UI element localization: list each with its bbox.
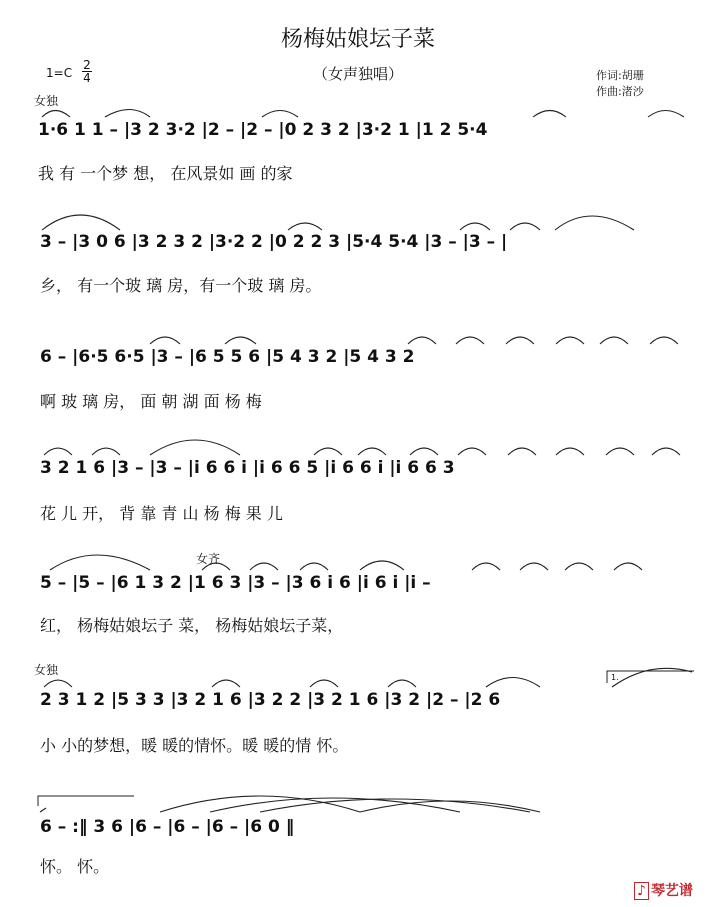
lyrics-row-6: 小 小的梦想，暖 暖的情怀。暖 暖的情 怀。 (40, 736, 349, 755)
slur (565, 563, 593, 570)
lyrics-row-3: 啊 玻 璃 房， 面 朝 湖 面 杨 梅 (40, 392, 262, 411)
slur (150, 440, 240, 455)
notation-row-4: 3 2 1 6 |3 – |3 – |i 6 6 i |i 6 6 5 |i 6 6 i |i 6 6 3 (40, 458, 455, 478)
voice-label-solo: 女独 (34, 94, 59, 108)
slur (50, 555, 150, 570)
slur (358, 448, 386, 455)
slur (486, 678, 540, 688)
slur (508, 448, 536, 455)
slur (202, 563, 230, 570)
composer-credit: 作曲:渚沙 (596, 85, 644, 98)
slur (506, 337, 534, 344)
slur (555, 216, 634, 230)
slur (40, 808, 46, 812)
slur (456, 337, 484, 344)
slur (212, 680, 240, 687)
slur (250, 563, 278, 570)
notation-row-5: 5 – |5 – |6 1 3 2 |1 6 3 |3 – |3 6 i 6 |i 6 i |i – (40, 573, 431, 593)
voice-label-chorus: 女齐 (196, 552, 221, 566)
slur (458, 448, 486, 455)
slur (288, 223, 322, 230)
slur (310, 680, 338, 687)
slur (606, 448, 634, 455)
slur (650, 337, 678, 344)
lyrics-row-7: 怀。 怀。 (40, 857, 110, 876)
slur (42, 111, 70, 118)
slur (652, 448, 680, 455)
slur (533, 111, 566, 118)
voice-label-solo-2: 女独 (34, 663, 59, 677)
slur (44, 680, 72, 687)
lyrics-row-5: 红， 杨梅姑娘坛子 菜， 杨梅姑娘坛子菜， (40, 616, 344, 635)
song-title: 杨梅姑娘坛子菜 (280, 27, 435, 52)
notation-row-7: 6 – :‖ 3 6 |6 – |6 – |6 – |6 0 ‖ (40, 817, 295, 837)
slur (648, 111, 684, 118)
lyrics-row-2: 乡， 有一个玻 璃 房，有一个玻 璃 房。 (40, 276, 322, 295)
slur (105, 110, 150, 118)
volta-bracket-2 (38, 796, 134, 806)
notation-row-1: 1·6 1 1 – |3 2 3·2 |2 – |2 – |0 2 3 2 |3·2 1 |1 2 5·4 (38, 120, 488, 140)
slur (556, 337, 584, 344)
slur (262, 111, 298, 118)
site-logo (634, 880, 693, 900)
slur (360, 561, 404, 570)
slur (520, 563, 548, 570)
time-signature-numerator: 2 (83, 58, 91, 72)
notation-row-3: 6 – |6·5 6·5 |3 – |6 5 5 6 |5 4 3 2 |5 4 3 2 (40, 347, 415, 367)
lyrics-row-4: 花 儿 开， 背 靠 青 山 杨 梅 果 儿 (40, 504, 283, 523)
slur (600, 337, 628, 344)
slur (614, 563, 642, 570)
slur (300, 563, 328, 570)
slur (556, 448, 584, 455)
notation-row-2: 3 – |3 0 6 |3 2 3 2 |3·2 2 |0 2 2 3 |5·4 5·4 |3 – |3 – | (40, 232, 508, 252)
slur (410, 448, 438, 455)
logo-icon: ♪ (634, 882, 649, 900)
lyricist-credit: 作词:胡珊 (596, 69, 644, 82)
song-subtitle: （女声独唱） (312, 65, 403, 83)
slur (42, 215, 120, 230)
slur (510, 223, 540, 230)
logo-text: 琴艺谱 (650, 883, 693, 899)
slur (460, 223, 490, 230)
slur (225, 337, 256, 344)
slur (408, 337, 436, 344)
time-signature-denominator: 4 (83, 71, 91, 85)
slur (92, 448, 120, 455)
lyrics-row-1: 我 有 一个梦 想， 在风景如 画 的家 (38, 164, 293, 183)
slur (388, 680, 416, 687)
slur (472, 563, 500, 570)
slur (314, 448, 342, 455)
slur (44, 448, 72, 455)
slur (150, 337, 180, 344)
volta-label: 1. (611, 673, 619, 682)
notation-row-6: 2 3 1 2 |5 3 3 |3 2 1 6 |3 2 2 |3 2 1 6 |3 2 |2 – |2 6 (40, 690, 501, 710)
key-signature: 1=C (46, 66, 73, 80)
